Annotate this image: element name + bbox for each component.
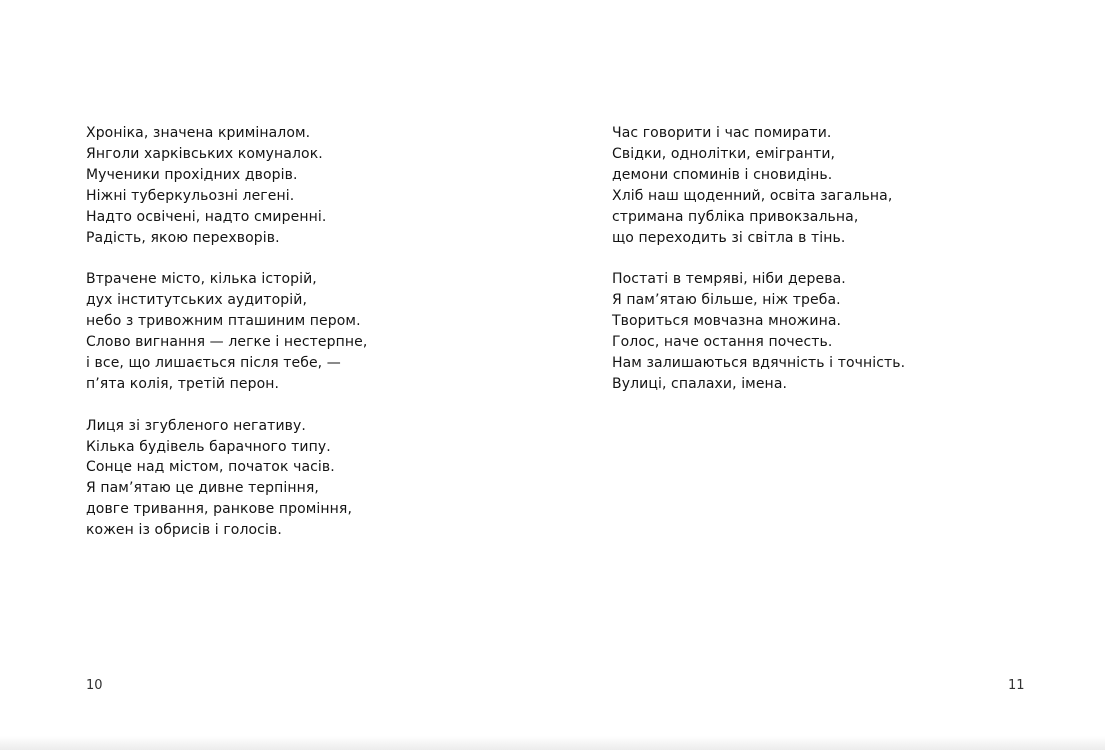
poem-line: довге тривання, ранкове проміння, — [86, 501, 353, 518]
right-page — [552, 0, 1105, 750]
poem-line: Надто освічені, надто смиренні. — [86, 208, 327, 225]
poem-line: Янголи харківських комуналок. — [86, 145, 323, 162]
poem-line: Час говорити і час помирати. — [612, 125, 832, 141]
page-number-right: 11 — [1008, 678, 1025, 693]
poem-line: кожен із обрисів і голосів. — [86, 522, 282, 539]
poem-line: Голос, наче остання почесть. — [612, 334, 833, 351]
poem-right — [612, 123, 905, 416]
poem-line: дух інститутських аудиторій, — [86, 292, 308, 309]
poem-line: демони споминів і сновидінь. — [612, 166, 833, 183]
poem-line: Вулиці, спалахи, імена. — [612, 375, 788, 392]
poem-line: Втрачене місто, кілька історій, — [86, 271, 317, 288]
poem-line: Я пам’ятаю більше, ніж треба. — [612, 292, 841, 309]
left-page — [0, 0, 552, 750]
stanza — [86, 416, 367, 541]
poem-line: Ніжні туберкульозні легені. — [86, 187, 295, 204]
poem-line: стримана публіка привокзальна, — [612, 208, 859, 225]
poem-line: небо з тривожним пташиним пером. — [86, 313, 361, 330]
poem-line: Нам залишаються вдячність і точність. — [612, 354, 906, 371]
poem-line: п’ята колія, третій перон. — [86, 375, 280, 392]
page-edge-shadow — [0, 736, 1105, 750]
poem-line: Твориться мовчазна множина. — [612, 313, 842, 330]
poem-line: Кілька будівель барачного типу. — [86, 438, 331, 455]
poem-line: Сонце над містом, початок часів. — [86, 459, 335, 476]
poem-line: Постаті в темряві, ніби дерева. — [612, 271, 846, 288]
page-number-left: 10 — [86, 678, 103, 693]
poem-line: Я пам’ятаю це дивне терпіння, — [86, 480, 319, 497]
poem-line: Слово вигнання — легке і нестерпне, — [86, 334, 368, 351]
poem-line: Свідки, однолітки, емігранти, — [612, 145, 836, 162]
poem-line: Хліб наш щоденний, освіта загальна, — [612, 187, 893, 204]
poem-line: Мученики прохідних дворів. — [86, 166, 298, 183]
poem-line: Лиця зі згубленого негативу. — [86, 417, 306, 434]
stanza — [86, 123, 367, 248]
poem-line: що переходить зі світла в тінь. — [612, 229, 846, 246]
poem-line: і все, що лишається після тебе, — — [86, 354, 341, 371]
poem-left — [86, 123, 367, 562]
stanza — [612, 269, 905, 394]
stanza — [612, 123, 905, 248]
poem-line: Хроніка, значена кримінaлом. — [86, 125, 311, 141]
poem-line: Радість, якою перехворів. — [86, 229, 280, 246]
stanza — [86, 269, 367, 394]
